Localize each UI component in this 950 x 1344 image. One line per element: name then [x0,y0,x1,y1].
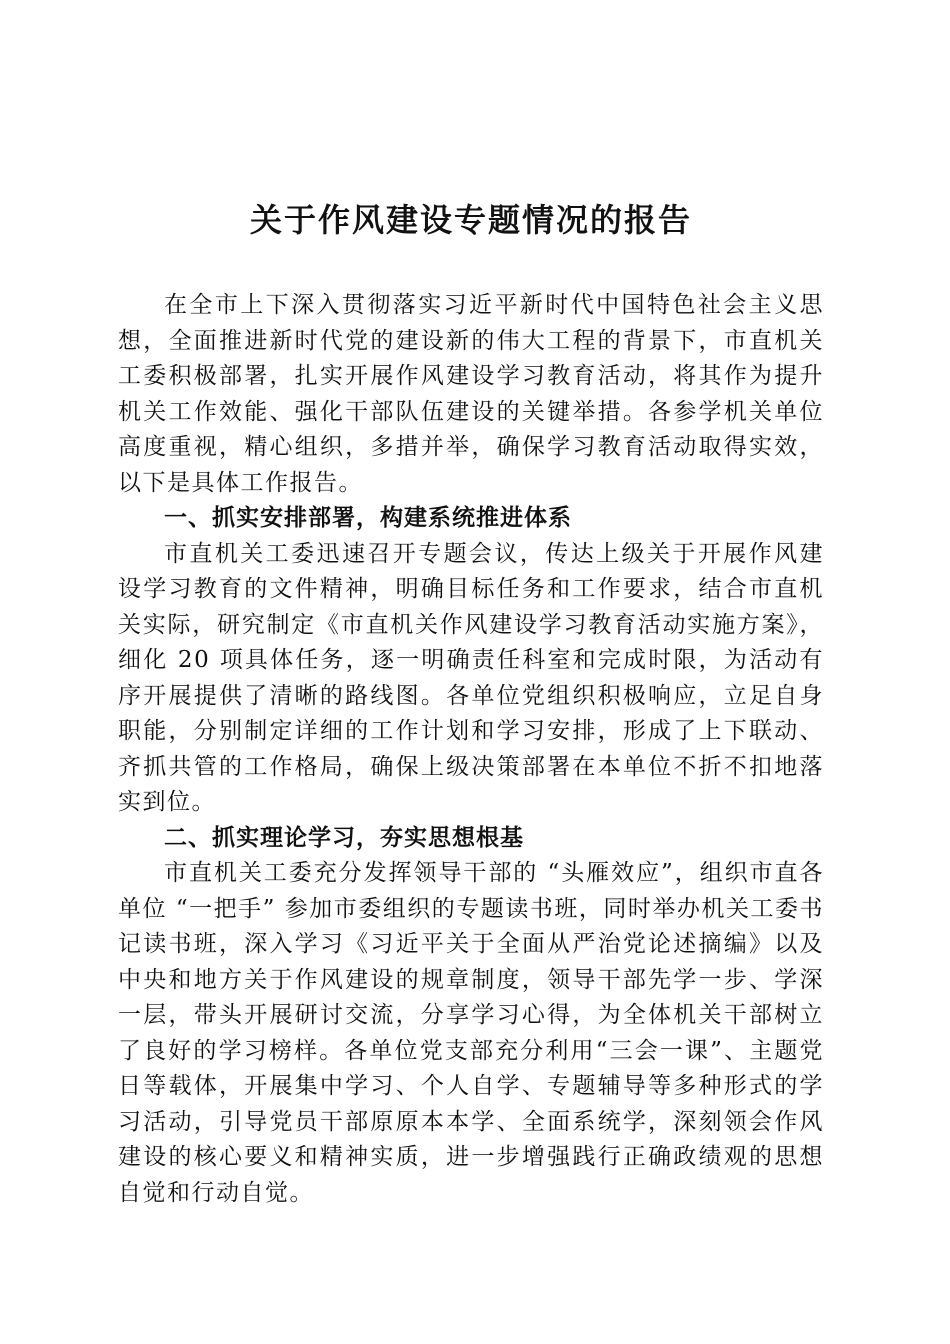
section-heading: 一、抓实安排部署，构建系统推进体系 [164,505,572,531]
document-title: 关于作风建设专题情况的报告 [249,201,692,239]
section-body: 市直机关工委充分发挥领导干部的 “头雁效应”，组织市直各单位 “一把手” 参加市委组织的专题读书班，同时举办机关工委书记读书班，深入学习《习近平关于全面从严治党论述摘编》以及中央和地方关于作风建设的规章制度，领导干部先学一步、学深一层，带头开展研讨交流，分享学习心得，为全体机关干部树立了良好的学习榜样。各单位党支部充分利用“三会一课”、主题党日等载体，开展集中学习、个人自学、专题辅导等多种形式的学习活动，引导党员干部原原本本学、全面系统学，深刻领会作风建设的核心要义和精神实质，进一步增强践行正确政绩观的思想自觉和行动自觉。 [118,860,824,1206]
section-body: 市直机关工委迅速召开专题会议，传达上级关于开展作风建设学习教育的文件精神，明确目标任务和工作要求，结合市直机关实际，研究制定《市直机关作风建设学习教育活动实施方案》，细化 20 项具体任务，逐一明确责任科室和完成时限，为活动有序开展提供了清晰的路线图。各单位党组织积极响应，立足自身职能，分别制定详细的工作计划和学习安排，形成了上下联动、齐抓共管的工作格局，确保上级决策部署在本单位不折不扣地落实到位。 [118,540,824,815]
section-heading: 二、抓实理论学习，夯实思想根基 [164,824,524,851]
section-1 [118,501,824,821]
document-page [118,190,824,1211]
intro-paragraph: 在全市上下深入贯彻落实习近平新时代中国特色社会主义思想，全面推进新时代党的建设新的伟大工程的背景下，市直机关工委积极部署，扎实开展作风建设学习教育活动，将其作为提升机关工作效能、强化干部队伍建设的关键举措。各参学机关单位高度重视，精心组织，多措并举，确保学习教育活动取得实效，以下是具体工作报告。 [118,292,824,496]
section-2 [118,821,824,1212]
